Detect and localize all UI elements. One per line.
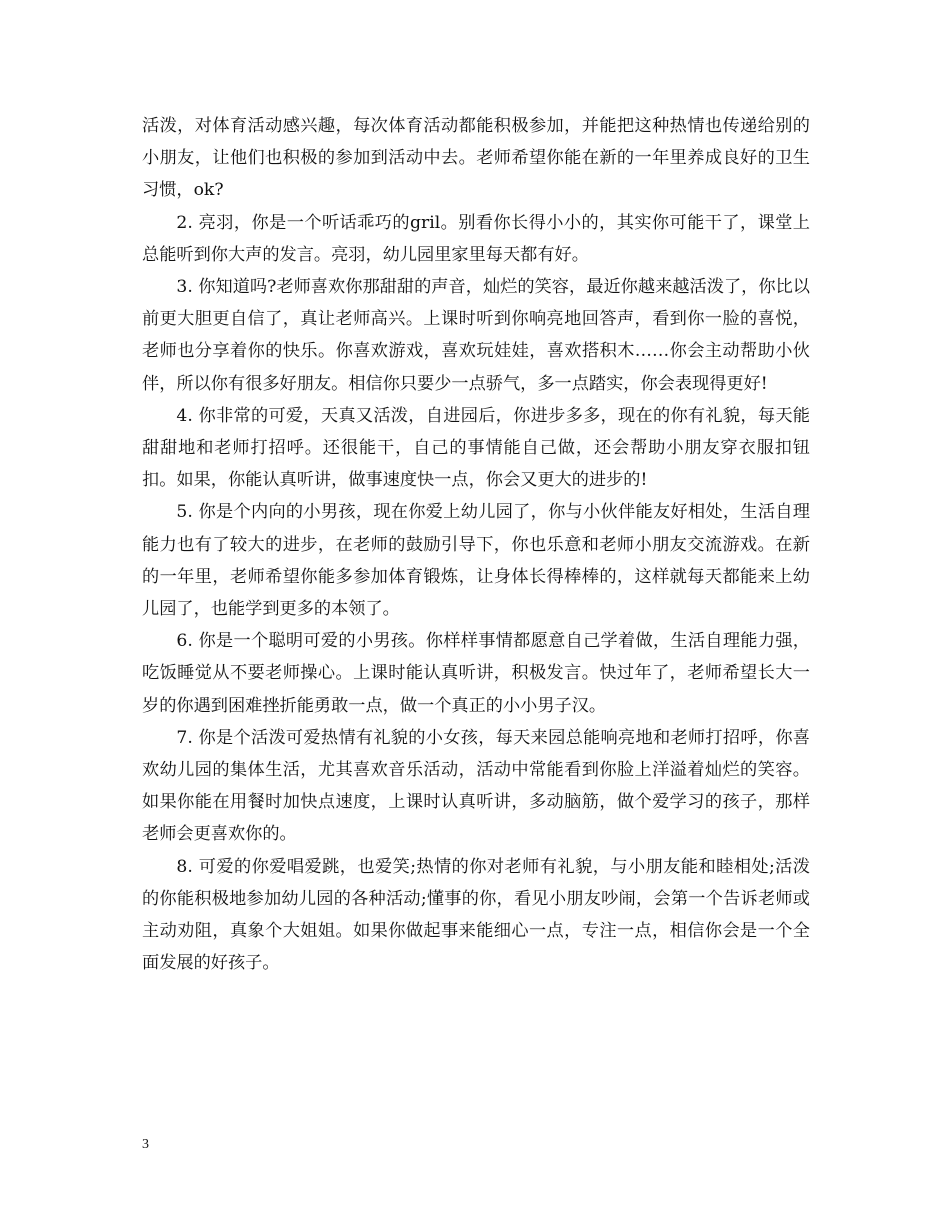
paragraph-item-7: 7. 你是个活泼可爱热情有礼貌的小女孩，每天来园总能响亮地和老师打招呼，你喜欢幼儿园的集体生活，尤其喜欢音乐活动，活动中常能看到你脸上洋溢着灿烂的笑容。如果你能在用餐时加快点速度，上课时认真听讲，多动脑筋，做个爱学习的孩子，那样老师会更喜欢你的。	[142, 727, 810, 845]
paragraph-item-5: 5. 你是个内向的小男孩，现在你爱上幼儿园了，你与小伙伴能友好相处，生活自理能力也有了较大的进步，在老师的鼓励引导下，你也乐意和老师小朋友交流游戏。在新的一年里，老师希望你能多参加体育锻炼，让身体长得棒棒的，这样就每天都能来上幼儿园了，也能学到更多的本领了。	[142, 502, 810, 620]
document-body	[142, 110, 810, 979]
paragraph-item-3: 3. 你知道吗?老师喜欢你那甜甜的声音，灿烂的笑容，最近你越来越活泼了，你比以前更大胆更自信了，真让老师高兴。上课时听到你响亮地回答声，看到你一脸的喜悦，老师也分享着你的快乐。你喜欢游戏，喜欢玩娃娃，喜欢搭积木……你会主动帮助小伙伴，所以你有很多好朋友。相信你只要少一点骄气，多一点踏实，你会表现得更好!	[142, 277, 810, 394]
page-number: 3	[142, 1137, 149, 1152]
paragraph-item-6: 6. 你是一个聪明可爱的小男孩。你样样事情都愿意自己学着做，生活自理能力强，吃饭睡觉从不要老师操心。上课时能认真听讲，积极发言。快过年了，老师希望长大一岁的你遇到困难挫折能勇敢一点，做一个真正的小小男子汉。	[142, 631, 810, 716]
paragraph-item-8: 8. 可爱的你爱唱爱跳，也爱笑;热情的你对老师有礼貌，与小朋友能和睦相处;活泼的你能积极地参加幼儿园的各种活动;懂事的你，看见小朋友吵闹，会第一个告诉老师或主动劝阻，真象个大姐姐。如果你做起事来能细心一点，专注一点，相信你会是一个全面发展的好孩子。	[142, 856, 810, 974]
paragraph-item-2: 2. 亮羽，你是一个听话乖巧的gril。别看你长得小小的，其实你可能干了，课堂上总能听到你大声的发言。亮羽，幼儿园里家里每天都有好。	[142, 212, 810, 265]
paragraph-continuation: 活泼，对体育活动感兴趣，每次体育活动都能积极参加，并能把这种热情也传递给别的小朋友，让他们也积极的参加到活动中去。老师希望你能在新的一年里养成良好的卫生习惯，ok?	[142, 116, 810, 201]
paragraph-item-4: 4. 你非常的可爱，天真又活泼，自进园后，你进步多多，现在的你有礼貌，每天能甜甜地和老师打招呼。还很能干，自己的事情能自己做，还会帮助小朋友穿衣服扣钮扣。如果，你能认真听讲，做事速度快一点，你会又更大的进步的!	[142, 405, 810, 491]
